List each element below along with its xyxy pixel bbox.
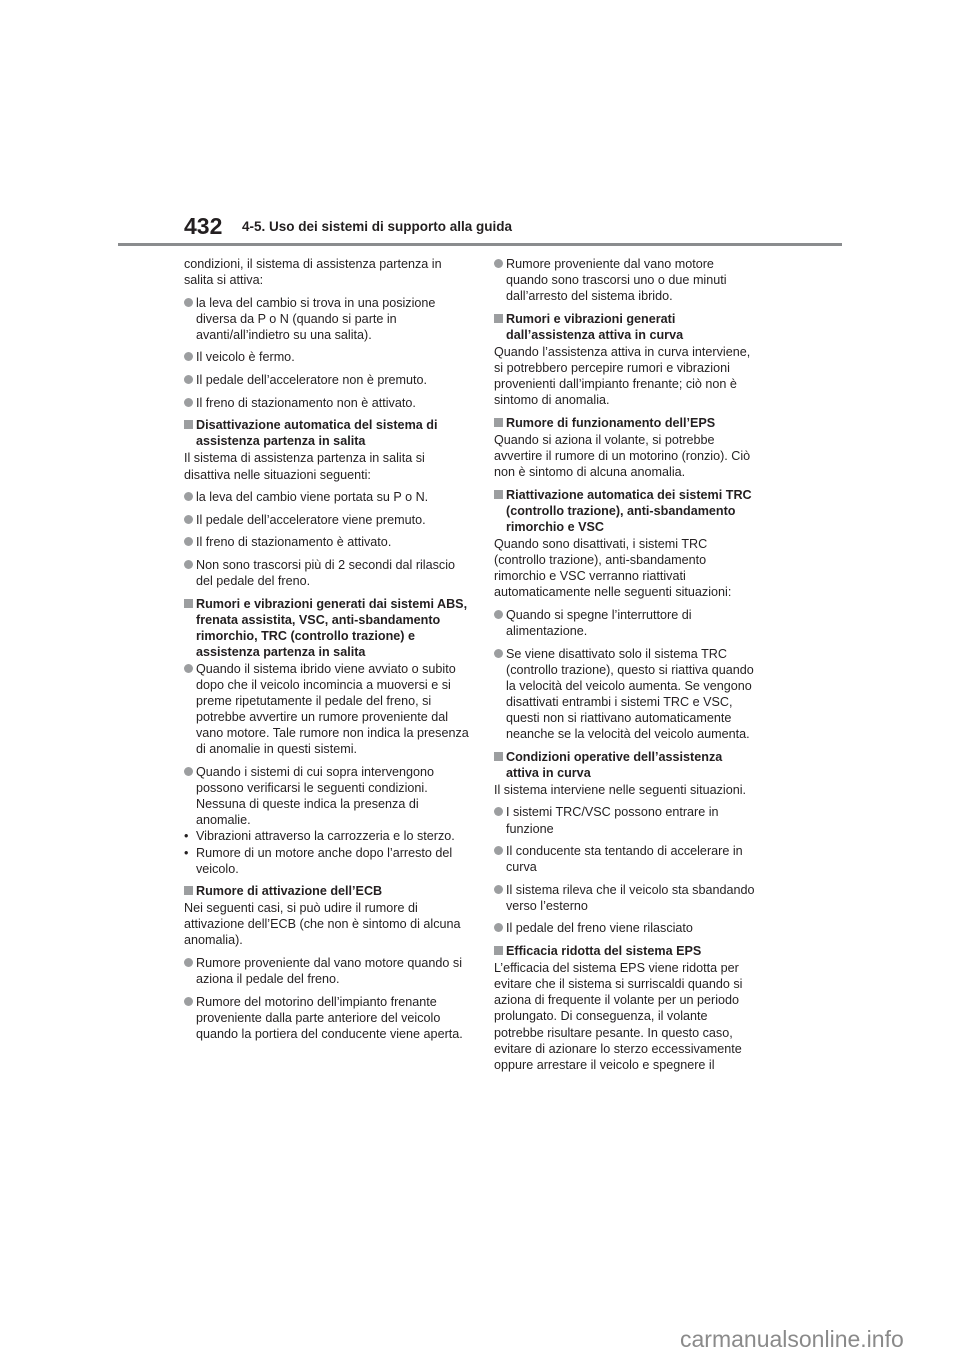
bullet-item: Il conducente sta tentando di accelerare in curva <box>494 843 756 875</box>
bullet-item: Il pedale dell’acceleratore non è premuto. <box>184 372 470 388</box>
section-heading: Rumori e vibrazioni generati dall’assistenza attiva in curva <box>494 311 756 343</box>
bullet-item: Quando si spegne l’interruttore di alimentazione. <box>494 607 756 639</box>
page-number: 432 <box>184 213 223 239</box>
paragraph: Quando l’assistenza attiva in curva interviene, si potrebbero percepire rumori e vibrazioni provenienti dall’impianto frenante; ciò non è sintomo di anomalia. <box>494 344 751 408</box>
section-heading: Riattivazione automatica dei sistemi TRC (controllo trazione), anti-sbandamento rimorchio e VSC <box>494 487 756 535</box>
bullet-item: Rumore del motorino dell’impianto frenante proveniente dalla parte anteriore del veicolo quando la portiera del conducente viene aperta. <box>184 994 470 1042</box>
paragraph: Nei seguenti casi, si può udire il rumore di attivazione dell’ECB (che non è sintomo di alcuna anomalia). <box>184 901 461 948</box>
header-divider <box>118 243 842 246</box>
bullet-item: Se viene disattivato solo il sistema TRC (controllo trazione), questo si riattiva quando la velocità del veicolo aumenta. Se vengono disattivati entrambi i sistemi TRC e VSC, questi non si riattivano automaticamente neanche se la velocità del veicolo aumenta. <box>494 646 756 743</box>
sub-bullet-item: • Rumore di un motore anche dopo l’arresto del veicolo. <box>184 845 470 877</box>
watermark: carmanualsonline.info <box>680 1326 904 1352</box>
paragraph: condizioni, il sistema di assistenza partenza in salita si attiva: <box>184 257 442 288</box>
bullet-item: Il freno di stazionamento è attivato. <box>184 534 470 550</box>
section-heading: Efficacia ridotta del sistema EPS <box>494 943 756 959</box>
bullet-item: Il sistema rileva che il veicolo sta sbandando verso l’esterno <box>494 882 756 914</box>
section-heading: Rumori e vibrazioni generati dai sistemi ABS, frenata assistita, VSC, anti-sbandamento rimorchio, TRC (controllo trazione) e assistenza partenza in salita <box>184 596 470 660</box>
bullet-item: Il veicolo è fermo. <box>184 349 470 365</box>
right-column <box>494 256 756 1079</box>
bullet-item: la leva del cambio si trova in una posizione diversa da P o N (quando si parte in avanti/all’indietro su una salita). <box>184 295 470 343</box>
paragraph: Quando sono disattivati, i sistemi TRC (controllo trazione), anti-sbandamento rimorchio e VSC verranno riattivati automaticamente nelle seguenti situazioni: <box>494 537 732 600</box>
bullet-item: Il freno di stazionamento non è attivato. <box>184 395 470 411</box>
paragraph: Il sistema interviene nelle seguenti situazioni. <box>494 782 747 797</box>
section-heading: Condizioni operative dell’assistenza attiva in curva <box>494 749 756 781</box>
bullet-item: Il pedale del freno viene rilasciato <box>494 920 756 936</box>
bullet-item: Rumore proveniente dal vano motore quando si aziona il pedale del freno. <box>184 955 470 987</box>
bullet-item: la leva del cambio viene portata su P o N. <box>184 489 470 505</box>
left-column <box>184 256 470 1049</box>
paragraph: L’efficacia del sistema EPS viene ridotta per evitare che il sistema si surriscaldi quando si aziona di frequente il volante per un periodo prolungato. Di conseguenza, il volante potrebbe risultare pesante. In questo caso, evitare di azionare lo sterzo eccessivamente oppure arrestare il veicolo e spegnere il <box>494 961 743 1072</box>
section-heading: Rumore di attivazione dell’ECB <box>184 883 470 899</box>
bullet-item: Non sono trascorsi più di 2 secondi dal rilascio del pedale del freno. <box>184 557 470 589</box>
section-heading: Disattivazione automatica del sistema di assistenza partenza in salita <box>184 417 470 449</box>
bullet-item: Quando i sistemi di cui sopra intervengono possono verificarsi le seguenti condizioni. Nessuna di queste indica la presenza di anomalie. <box>184 764 470 828</box>
sub-bullet-item: • Vibrazioni attraverso la carrozzeria e lo sterzo. <box>184 828 470 844</box>
paragraph: Quando si aziona il volante, si potrebbe avvertire il rumore di un motorino (ronzio). Ciò non è sintomo di alcuna anomalia. <box>494 432 751 480</box>
section-title: 4-5. Uso dei sistemi di supporto alla guida <box>242 219 513 234</box>
bullet-item: Quando il sistema ibrido viene avviato o subito dopo che il veicolo incomincia a muoversi e si preme ripetutamente il pedale del freno, si potrebbe avvertire un rumore proveniente dal vano motore. Tale rumore non indica la presenza di anomalie in questi sistemi. <box>184 661 470 758</box>
bullet-item: Rumore proveniente dal vano motore quando sono trascorsi uno o due minuti dall’arresto del sistema ibrido. <box>494 256 756 304</box>
bullet-item: Il pedale dell’acceleratore viene premuto. <box>184 512 470 528</box>
paragraph: Il sistema di assistenza partenza in salita si disattiva nelle situazioni seguenti: <box>184 451 425 482</box>
bullet-item: I sistemi TRC/VSC possono entrare in funzione <box>494 804 756 836</box>
section-heading: Rumore di funzionamento dell’EPS <box>494 415 756 431</box>
